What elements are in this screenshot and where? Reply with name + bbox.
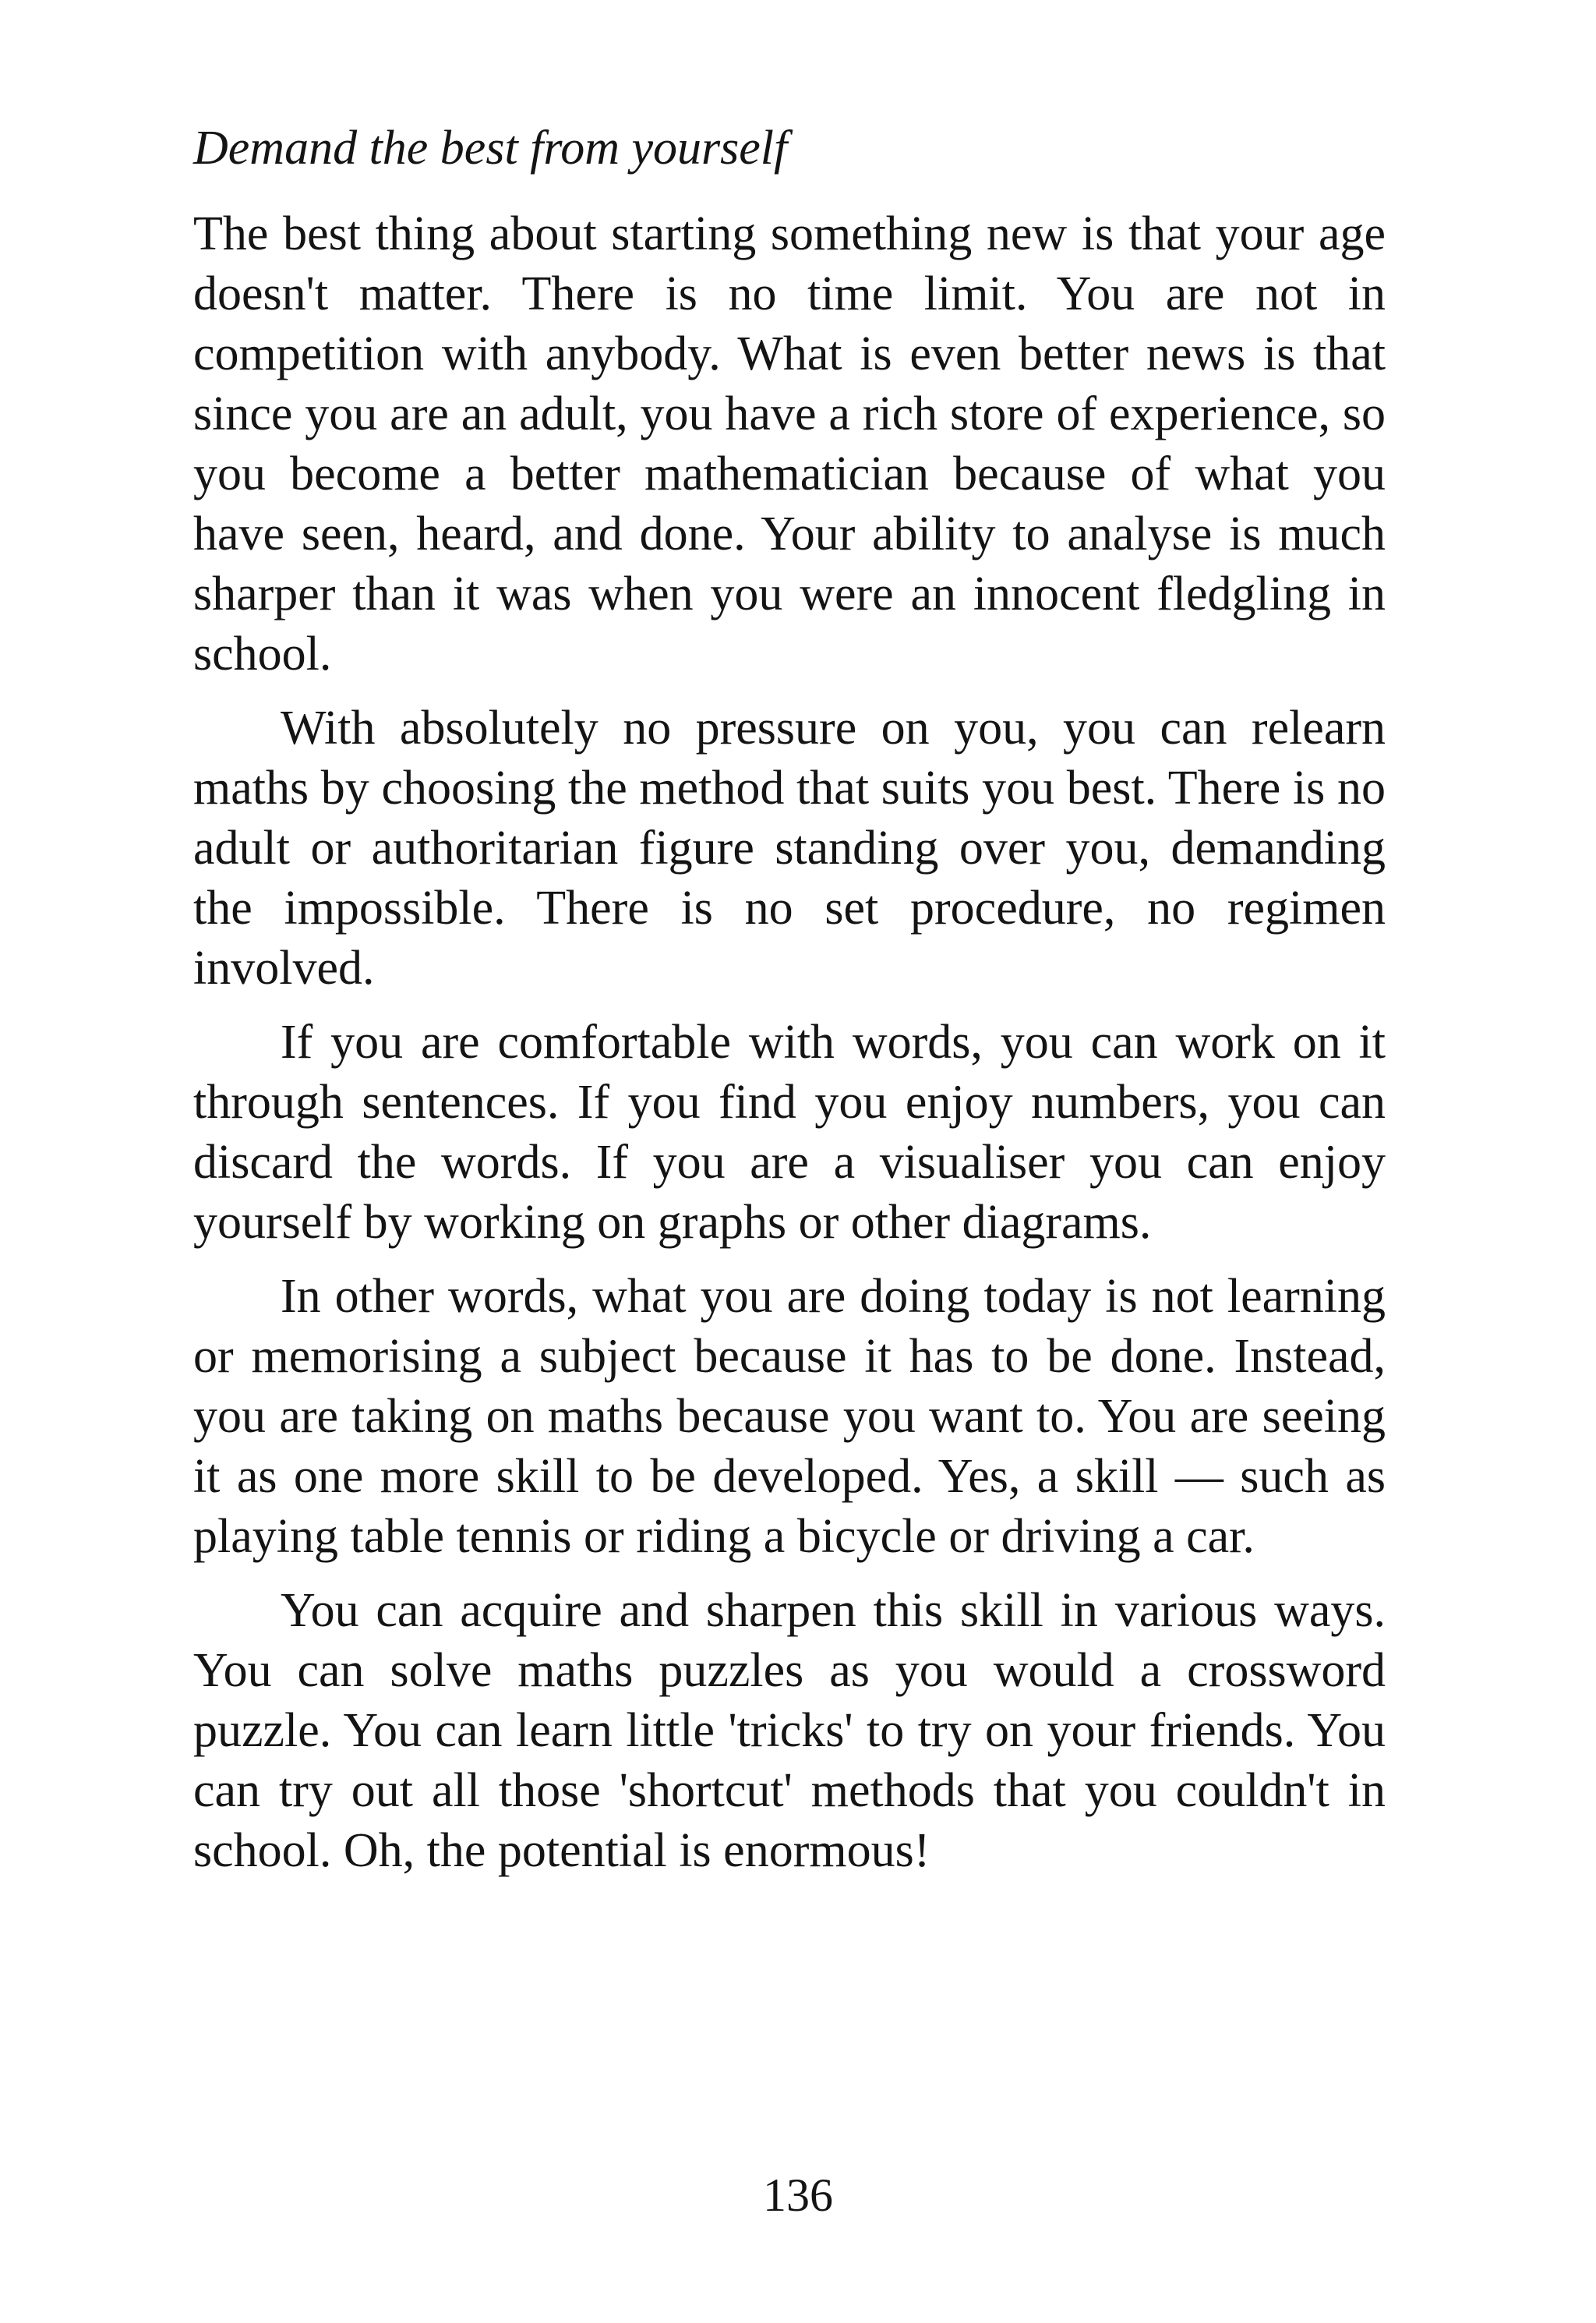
paragraph-1: The best thing about starting something new is that your age doesn't matter. There is no time limit. You are not in competition with anybody. What is even better news is that since you are an adult, you have a rich store of experience, so you become a better mathematician because of what you have seen, heard, and done. Your ability to analyse is much sharper than it was when you were an innocent fledgling in school. <box>193 207 1386 681</box>
section-heading: Demand the best from yourself <box>193 122 788 175</box>
paragraph-4: In other words, what you are doing today is not learning or memorising a subject because it has to be done. Instead, you are taking on maths because you want to. You are seeing it as one more skill to be developed. Yes, a skill — such as playing table tennis or riding a bicycle or driving a car. <box>193 1270 1386 1563</box>
page-number: 136 <box>763 2169 833 2221</box>
paragraph-2: With absolutely no pressure on you, you can relearn maths by choosing the method that suits you best. There is no adult or authoritarian figure standing over you, demanding the impossible. There is no set procedure, no regimen involved. <box>193 702 1386 995</box>
paragraph-5: You can acquire and sharpen this skill in various ways. You can solve maths puzzles as you would a crossword puzzle. You can learn little 'tricks' to try on your friends. You can try out all those 'shortcut' methods that you couldn't in school. Oh, the potential is enormous! <box>193 1584 1386 1877</box>
body-text <box>193 204 1386 1895</box>
paragraph-3: If you are comfortable with words, you can work on it through sentences. If you find you enjoy numbers, you can discard the words. If you are a visualiser you can enjoy yourself by working on graphs or other diagrams. <box>193 1016 1386 1249</box>
